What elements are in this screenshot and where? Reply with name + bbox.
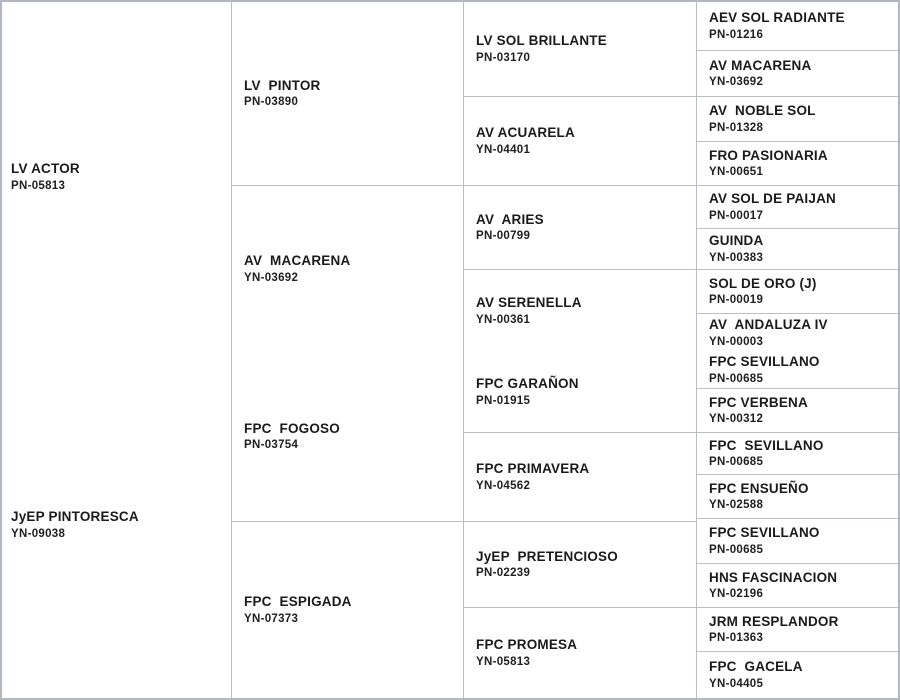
- pedigree-cell: [697, 433, 898, 475]
- horse-name: JyEP PINTORESCA: [11, 509, 139, 525]
- horse-registration-number: PN-00685: [709, 456, 764, 469]
- horse-registration-number: PN-05813: [11, 179, 66, 192]
- horse-name: AV SERENELLA: [476, 295, 582, 311]
- horse-name: JRM RESPLANDOR: [709, 613, 839, 629]
- pedigree-cell: [232, 186, 463, 352]
- horse-registration-number: YN-04405: [709, 677, 764, 690]
- horse-registration-number: YN-00361: [476, 313, 531, 326]
- horse-name: LV PINTOR: [244, 77, 321, 93]
- horse-registration-number: YN-04401: [476, 143, 531, 156]
- horse-name: AV ANDALUZA IV: [709, 317, 828, 333]
- horse-registration-number: PN-00019: [709, 294, 764, 307]
- horse-registration-number: PN-03754: [244, 439, 299, 452]
- horse-registration-number: PN-02239: [476, 567, 531, 580]
- generation-column-4: [696, 2, 898, 698]
- horse-registration-number: YN-00383: [709, 251, 764, 264]
- horse-name: FPC ESPIGADA: [244, 594, 352, 610]
- horse-registration-number: YN-00651: [709, 166, 764, 179]
- horse-registration-number: PN-03170: [476, 51, 531, 64]
- pedigree-cell: [697, 352, 898, 389]
- horse-name: FPC FOGOSO: [244, 420, 340, 436]
- horse-name: SOL DE ORO (J): [709, 275, 817, 291]
- horse-registration-number: YN-09038: [11, 527, 66, 540]
- horse-name: AV SOL DE PAIJAN: [709, 191, 836, 207]
- pedigree-cell: [697, 608, 898, 652]
- horse-name: HNS FASCINACION: [709, 569, 838, 585]
- pedigree-cell: [697, 475, 898, 519]
- horse-registration-number: YN-05813: [476, 655, 531, 668]
- horse-registration-number: YN-02196: [709, 588, 764, 601]
- horse-registration-number: PN-01363: [709, 632, 764, 645]
- horse-name: FRO PASIONARIA: [709, 147, 828, 163]
- horse-registration-number: YN-07373: [244, 612, 299, 625]
- pedigree-cell: [232, 352, 463, 522]
- pedigree-cell: [697, 519, 898, 564]
- pedigree-cell: [464, 186, 696, 270]
- horse-registration-number: YN-00003: [709, 335, 764, 348]
- pedigree-cell: [464, 270, 696, 352]
- horse-name: AEV SOL RADIANTE: [709, 10, 845, 26]
- horse-registration-number: PN-03890: [244, 96, 299, 109]
- pedigree-cell: [697, 51, 898, 97]
- pedigree-cell: [2, 2, 231, 352]
- pedigree-cell: [697, 564, 898, 608]
- horse-name: JyEP PRETENCIOSO: [476, 548, 618, 564]
- generation-column-3: [463, 2, 696, 698]
- horse-name: FPC SEVILLANO: [709, 525, 820, 541]
- horse-registration-number: PN-00799: [476, 230, 531, 243]
- pedigree-cell: [464, 608, 696, 698]
- horse-name: FPC ENSUEÑO: [709, 480, 809, 496]
- horse-name: GUINDA: [709, 233, 764, 249]
- horse-registration-number: YN-02588: [709, 499, 764, 512]
- pedigree-cell: [697, 270, 898, 314]
- horse-name: AV ACUARELA: [476, 125, 575, 141]
- pedigree-cell: [464, 522, 696, 608]
- pedigree-cell: [2, 352, 231, 698]
- horse-name: LV SOL BRILLANTE: [476, 33, 607, 49]
- pedigree-cell: [697, 186, 898, 229]
- pedigree-cell: [464, 433, 696, 522]
- pedigree-cell: [464, 352, 696, 433]
- horse-name: FPC GARAÑON: [476, 376, 579, 392]
- horse-registration-number: PN-00017: [709, 209, 764, 222]
- horse-name: FPC SEVILLANO: [709, 437, 824, 453]
- pedigree-cell: [697, 229, 898, 270]
- horse-registration-number: YN-03692: [244, 271, 299, 284]
- pedigree-cell: [697, 652, 898, 698]
- horse-name: FPC PROMESA: [476, 637, 578, 653]
- horse-registration-number: PN-00685: [709, 372, 764, 385]
- horse-name: FPC PRIMAVERA: [476, 461, 590, 477]
- horse-name: AV MACARENA: [709, 57, 812, 73]
- pedigree-cell: [697, 2, 898, 51]
- generation-column-1: [2, 2, 231, 698]
- horse-registration-number: YN-00312: [709, 413, 764, 426]
- horse-name: AV ARIES: [476, 211, 544, 227]
- horse-registration-number: YN-03692: [709, 76, 764, 89]
- pedigree-cell: [697, 389, 898, 433]
- horse-name: AV NOBLE SOL: [709, 103, 816, 119]
- pedigree-cell: [232, 522, 463, 698]
- horse-registration-number: PN-01328: [709, 121, 764, 134]
- horse-name: LV ACTOR: [11, 161, 80, 177]
- horse-name: FPC GACELA: [709, 659, 803, 675]
- pedigree-cell: [697, 97, 898, 142]
- horse-registration-number: PN-00685: [709, 543, 764, 556]
- horse-registration-number: PN-01915: [476, 394, 531, 407]
- horse-registration-number: PN-01216: [709, 28, 764, 41]
- pedigree-cell: [232, 2, 463, 186]
- horse-name: AV MACARENA: [244, 253, 351, 269]
- pedigree-cell: [697, 314, 898, 352]
- pedigree-cell: [464, 97, 696, 186]
- pedigree-cell: [464, 2, 696, 97]
- generation-column-2: [231, 2, 463, 698]
- horse-name: FPC VERBENA: [709, 394, 808, 410]
- horse-registration-number: YN-04562: [476, 479, 531, 492]
- pedigree-cell: [697, 142, 898, 186]
- horse-name: FPC SEVILLANO: [709, 354, 820, 370]
